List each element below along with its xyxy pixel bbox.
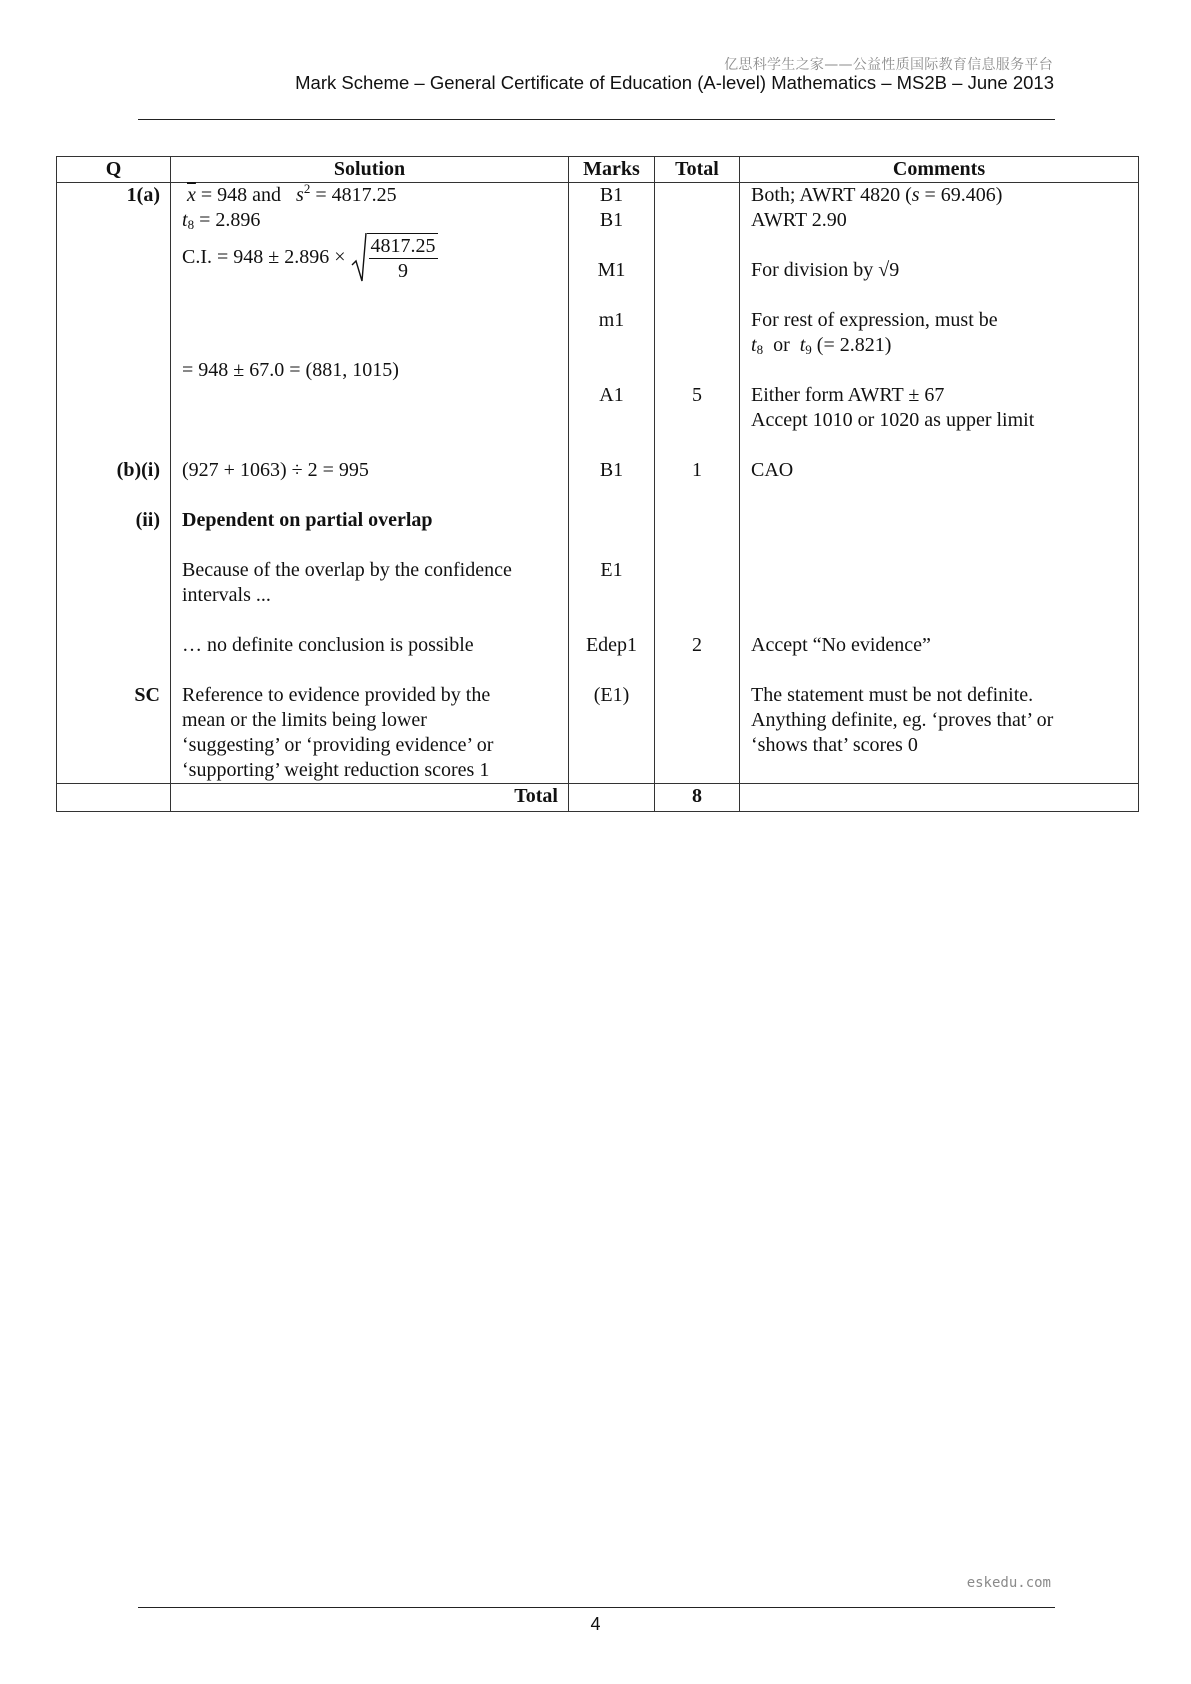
- solution-cell: [171, 183, 569, 459]
- marks-cell: E1 Edep1: [569, 508, 655, 683]
- total-cell: 1: [655, 458, 740, 508]
- total-cell: 2: [655, 508, 740, 683]
- total-row-marks: [569, 784, 655, 812]
- total-row-q: [57, 784, 171, 812]
- total-cell: 5: [655, 183, 740, 459]
- ci-fraction: $\frac{4817.25}{9}$: [367, 233, 438, 283]
- solution-cell: Reference to evidence provided by the mean or the limits being lower ‘suggesting’ or ‘providing evidence’ or ‘supporting’ weight reduction scores 1: [171, 683, 569, 784]
- marks-cell: B1: [569, 458, 655, 508]
- marks-cell: B1 B1 M1 m1 A1: [569, 183, 655, 459]
- solution-line-result: = 948 ± 67.0 = (881, 1015): [182, 359, 399, 381]
- question-label: (ii): [57, 508, 171, 683]
- total-label: Total: [171, 784, 569, 812]
- table-header-row: [57, 157, 1139, 183]
- solution-line-t8: $t_8 = 2.896$: [182, 209, 261, 232]
- total-value: 8: [655, 784, 740, 812]
- total-cell: [655, 683, 740, 784]
- footer-rule: [138, 1607, 1055, 1608]
- table-row-1a: [57, 183, 1139, 459]
- comments-cell: The statement must be not definite. Anything definite, eg. ‘proves that’ or ‘shows that’ scores 0: [740, 683, 1139, 784]
- table-row-sc: [57, 683, 1139, 784]
- marks-cell: (E1): [569, 683, 655, 784]
- total-row-comments: [740, 784, 1139, 812]
- table-row-b-i: [57, 458, 1139, 508]
- solution-line-mean: $\overline{x} = 948$ and $s^2 = 4817.25$: [187, 181, 397, 206]
- solution-line-ci: C.I. = 948 ± 2.896 × $\frac{4817.25}{9}$: [182, 231, 558, 283]
- header-rule: [138, 119, 1055, 120]
- comments-cell: Accept “No evidence”: [740, 508, 1139, 683]
- col-header-comments: Comments: [740, 157, 1139, 183]
- question-label: SC: [57, 683, 171, 784]
- page-number: 4: [590, 1614, 601, 1634]
- header-watermark: 亿思科学生之家——公益性质国际教育信息服务平台: [724, 57, 1053, 73]
- solution-cell: Dependent on partial overlap Because of the overlap by the confidence intervals ... … no definite conclusion is possible: [171, 508, 569, 683]
- question-label: 1(a): [57, 183, 171, 459]
- col-header-marks: Marks: [569, 157, 655, 183]
- col-header-q: Q: [57, 157, 171, 183]
- col-header-total: Total: [655, 157, 740, 183]
- mark-scheme-table: [56, 156, 1139, 812]
- col-header-solution: Solution: [171, 157, 569, 183]
- comments-cell: CAO: [740, 458, 1139, 508]
- sqrt-sign-icon: [351, 231, 367, 283]
- table-total-row: [57, 784, 1139, 812]
- table-row-b-ii: [57, 508, 1139, 683]
- solution-cell: (927 + 1063) ÷ 2 = 995: [171, 458, 569, 508]
- question-label: (b)(i): [57, 458, 171, 508]
- page-header-title: Mark Scheme – General Certificate of Education (A-level) Mathematics – MS2B – June 2013: [295, 72, 1054, 93]
- comments-cell: Both; AWRT 4820 (s = 69.406) AWRT 2.90 For division by √9 For rest of expression, must be $t_8$ or $t_9$ (= 2.821) Either form AWRT ± 67 Accept 1010 or 1020 as upper limit: [740, 183, 1139, 459]
- footer-watermark: eskedu.com: [966, 1575, 1051, 1591]
